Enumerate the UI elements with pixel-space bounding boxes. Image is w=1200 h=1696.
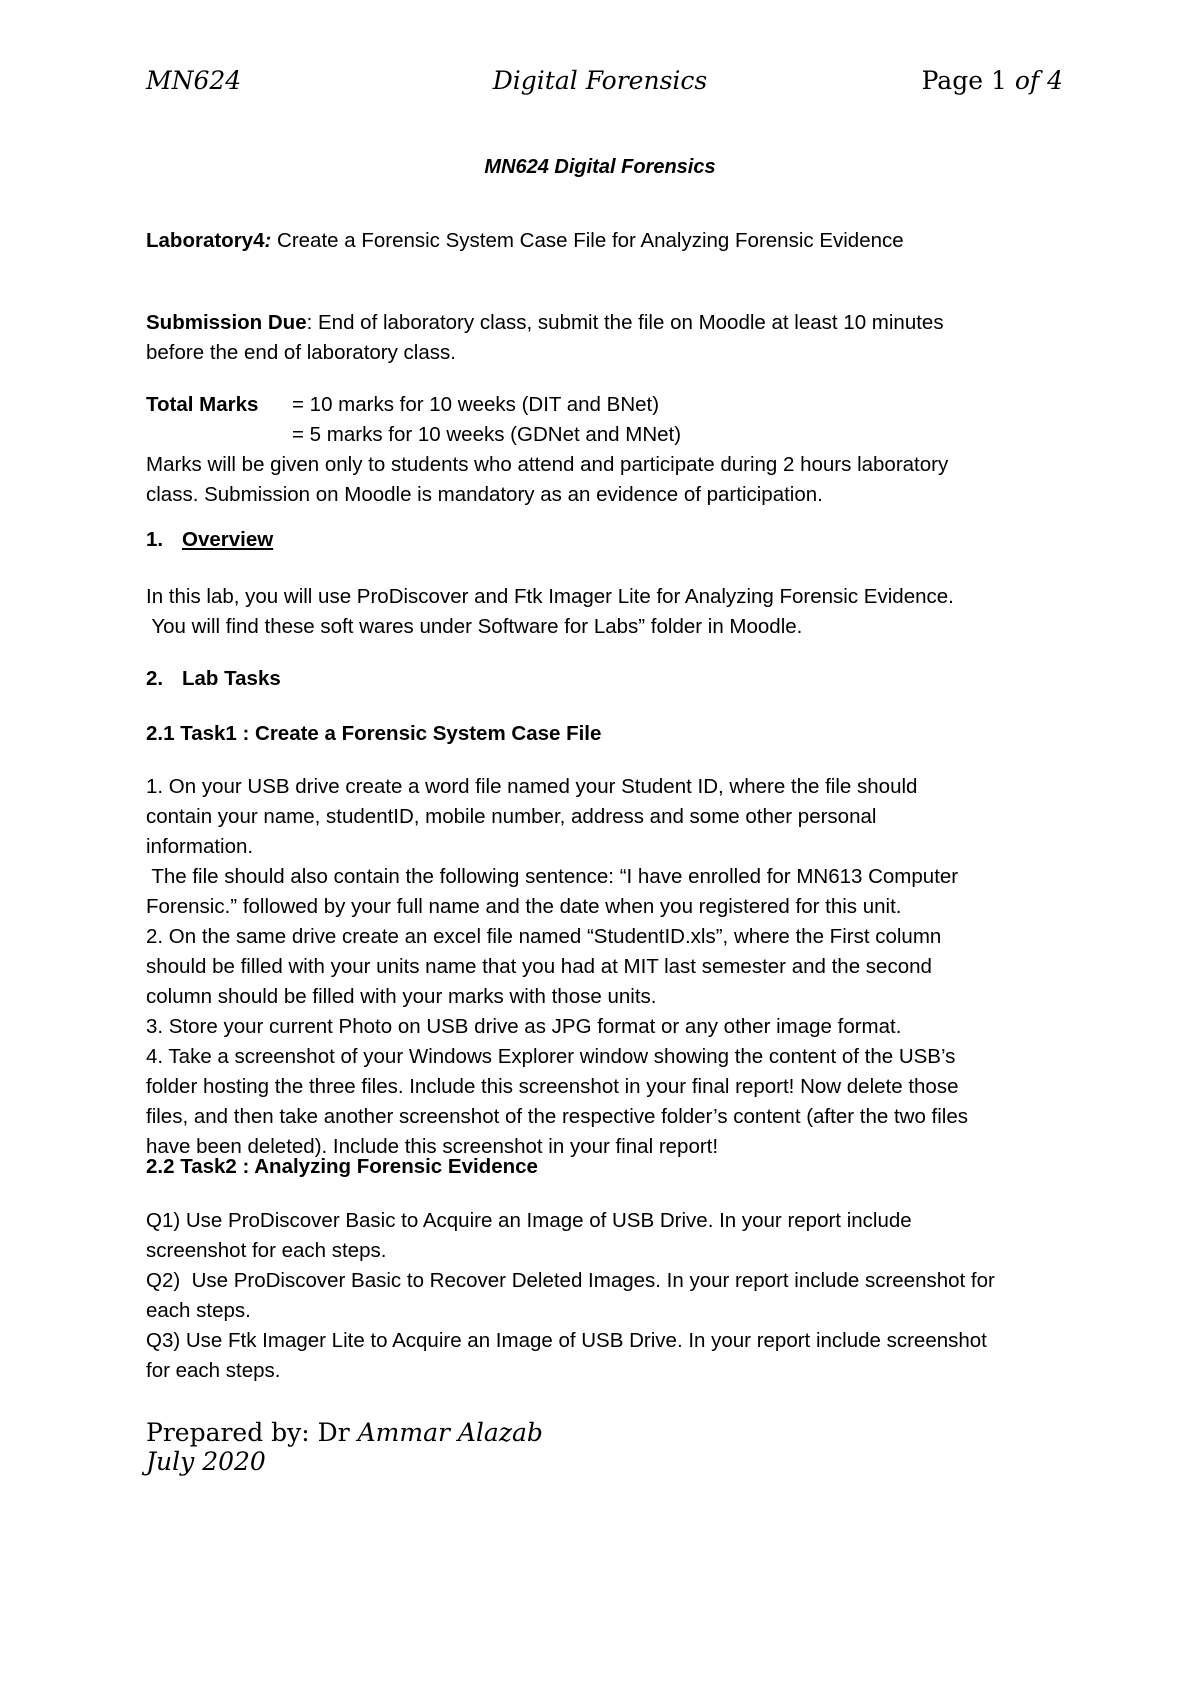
overview-text [146, 582, 1066, 642]
task2-line: for each steps. [146, 1359, 281, 1382]
document-title: MN624 Digital Forensics [484, 156, 716, 178]
lab-label: Laboratory4 [146, 229, 265, 252]
header-course-name: Digital Forensics [492, 66, 708, 95]
task1-line: files, and then take another screenshot of the respective folder’s content (after the two files [146, 1105, 968, 1128]
marks-note1: Marks will be given only to students who attend and participate during 2 hours laboratory [146, 453, 949, 476]
task1-line: 1. On your USB drive create a word file named your Student ID, where the file should [146, 775, 918, 798]
lab-tasks-number: 2. [146, 667, 164, 690]
overview-line2: You will find these soft wares under Software for Labs” folder in Moodle. [146, 615, 803, 638]
lab-colon: : [264, 229, 272, 252]
author-name: Ammar Alazab [357, 1418, 543, 1447]
task1-line: The file should also contain the following sentence: “I have enrolled for MN613 Computer [146, 865, 959, 888]
task1-line: 4. Take a screenshot of your Windows Explorer window showing the content of the USB’s [146, 1045, 956, 1068]
task2-line: Q2) Use ProDiscover Basic to Recover Deleted Images. In your report include screenshot for [146, 1269, 995, 1292]
task1-line: contain your name, studentID, mobile number, address and some other personal [146, 805, 877, 828]
marks-label: Total Marks [146, 393, 259, 416]
task2-body [146, 1206, 1066, 1386]
overview-line1: In this lab, you will use ProDiscover and Ftk Imager Lite for Analyzing Forensic Evidence. [146, 585, 954, 608]
task1-body [146, 772, 1066, 1162]
prepared-by-label: Prepared by: Dr [146, 1418, 358, 1447]
lab-tasks-heading-text: Lab Tasks [182, 667, 281, 690]
task1-line: information. [146, 835, 254, 858]
task2-line: Q3) Use Ftk Imager Lite to Acquire an Image of USB Drive. In your report include screenshot [146, 1329, 987, 1352]
header-course-code: MN624 [146, 66, 242, 95]
task2-heading: 2.2 Task2 : Analyzing Forensic Evidence [146, 1155, 538, 1178]
page-number-label: Page 1 [921, 66, 1007, 95]
submission-line1: : End of laboratory class, submit the file on Moodle at least 10 minutes [306, 311, 944, 334]
lab-tasks-heading [146, 664, 1066, 694]
task1-line: have been deleted). Include this screenshot in your final report! [146, 1135, 719, 1158]
lab-line [146, 226, 1066, 256]
task2-line: Q1) Use ProDiscover Basic to Acquire an Image of USB Drive. In your report include [146, 1209, 912, 1232]
header-page-number [922, 66, 1063, 95]
document-date: July 2020 [146, 1447, 266, 1476]
task2-line: screenshot for each steps. [146, 1239, 387, 1262]
overview-heading [146, 525, 1066, 555]
task1-line: folder hosting the three files. Include this screenshot in your final report! Now delete those [146, 1075, 959, 1098]
task1-line: should be filled with your units name that you had at MIT last semester and the second [146, 955, 932, 978]
marks-line2: = 5 marks for 10 weeks (GDNet and MNet) [292, 423, 682, 446]
lab-text: Create a Forensic System Case File for Analyzing Forensic Evidence [271, 229, 904, 252]
task2-line: each steps. [146, 1299, 251, 1322]
submission-block [146, 308, 1066, 368]
task1-line: Forensic.” followed by your full name and the date when you registered for this unit. [146, 895, 902, 918]
task1-line: 3. Store your current Photo on USB drive as JPG format or any other image format. [146, 1015, 902, 1038]
overview-heading-text: Overview [182, 528, 274, 551]
marks-note2: class. Submission on Moodle is mandatory as an evidence of participation. [146, 483, 823, 506]
overview-number: 1. [146, 528, 164, 551]
submission-line2: before the end of laboratory class. [146, 341, 456, 364]
marks-line1: = 10 marks for 10 weeks (DIT and BNet) [292, 393, 660, 416]
marks-block [146, 390, 1066, 510]
prepared-by-block [146, 1418, 543, 1476]
task1-line: 2. On the same drive create an excel file named “StudentID.xls”, where the First column [146, 925, 942, 948]
task1-line: column should be filled with your marks with those units. [146, 985, 657, 1008]
task1-heading: 2.1 Task1 : Create a Forensic System Case File [146, 722, 602, 745]
submission-label: Submission Due [146, 311, 307, 334]
page-total-label: of 4 [1014, 66, 1063, 95]
